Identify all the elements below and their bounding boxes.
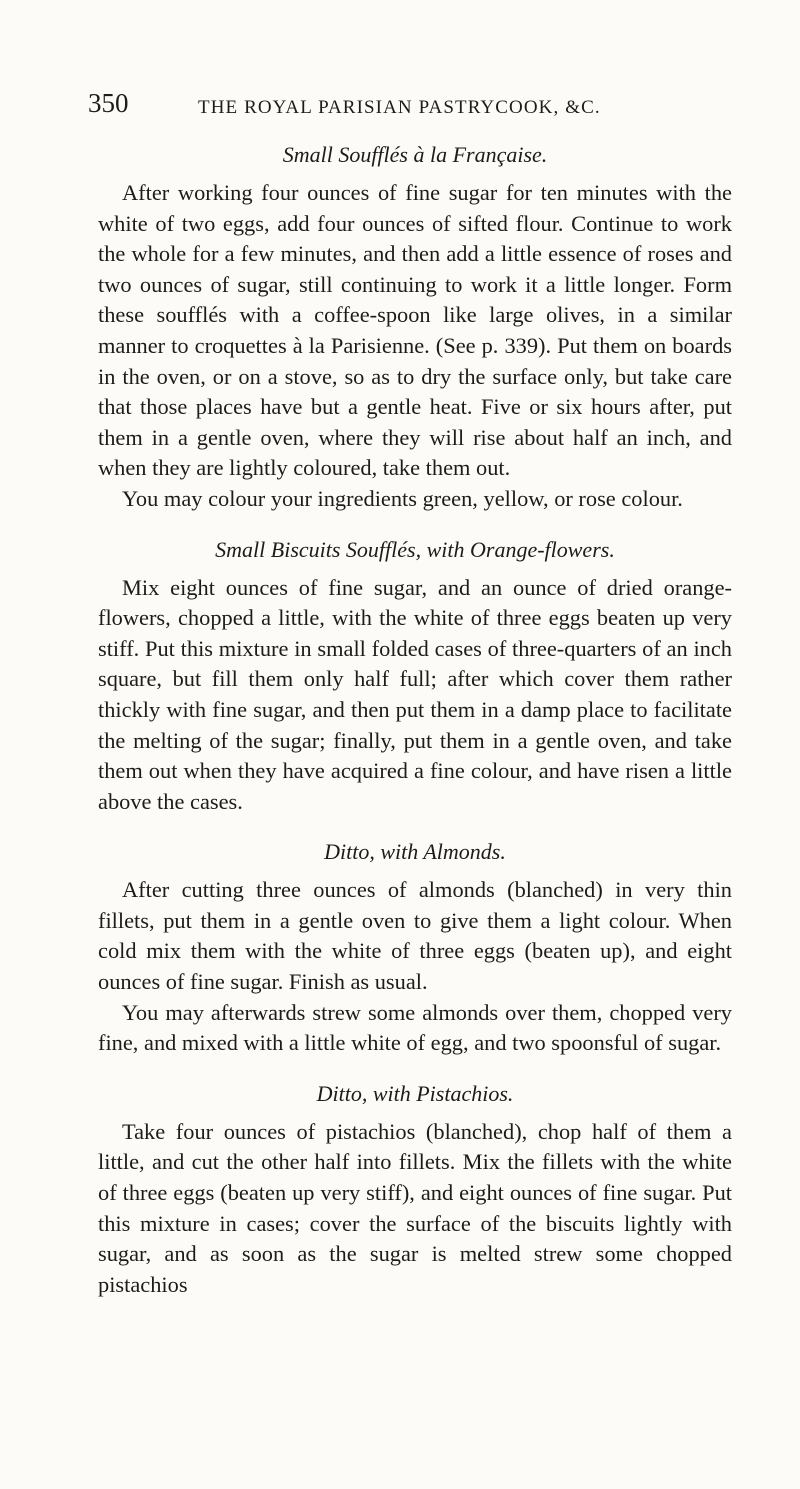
- running-title: THE ROYAL PARISIAN PASTRYCOOK, &C.: [198, 97, 601, 118]
- running-head: [88, 88, 732, 140]
- section-gap: [98, 515, 732, 535]
- paragraph: Mix eight ounces of fine sugar, and an ounce of dried orange-flowers, chopped a little, with the white of three eggs beaten up very stiff. Put this mixture in small folded cases of three-quarters of an inch square, but fill them only half full; after which cover them rather thickly with fine sugar, and then put them in a damp place to facilitate the melting of the sugar; finally, put them in a gentle oven, and take them out when they have acquired a fine colour, and have risen a little above the cases.: [98, 574, 732, 814]
- section-title-biscuits-orange-flowers: Small Biscuits Soufflés, with Orange-flowers.: [215, 536, 615, 562]
- paragraph: You may colour your ingredients green, yellow, or rose colour.: [122, 485, 683, 511]
- section-gap: [98, 817, 732, 837]
- paragraph: You may afterwards strew some almonds over them, chopped very fine, and mixed with a little white of egg, and two spoonsful of sugar.: [98, 999, 732, 1056]
- paragraph: Take four ounces of pistachios (blanched), chop half of them a little, and cut the other half into fillets. Mix the fillets with the white of three eggs (beaten up very stiff), and eight ounces of fine sugar. Put this mixture in cases; cover the surface of the biscuits lightly with sugar, and as soon as the sugar is melted strew some chopped pistachios: [98, 1118, 732, 1297]
- section-title-ditto-almonds: Ditto, with Almonds.: [324, 839, 506, 865]
- page-number: 350: [88, 88, 129, 118]
- section-title-ditto-pistachios: Ditto, with Pistachios.: [316, 1080, 514, 1106]
- section-title-souffles-francaise: Small Soufflés à la Française.: [282, 142, 548, 167]
- paragraph: After cutting three ounces of almonds (blanched) in very thin fillets, put them in a gentle oven to give them a light colour. When cold mix them with the white of three eggs (beaten up), and eight ounces of fine sugar. Finish as usual.: [98, 877, 732, 995]
- book-page: [0, 90, 800, 1489]
- paragraph: After working four ounces of fine sugar for ten minutes with the white of two eggs, add four ounces of sifted flour. Continue to work the whole for a few minutes, and then add a little essence of roses and two ounces of sugar, still continuing to work it a little longer. Form these soufflés with a coffee-spoon like large olives, in a similar manner to croquettes à la Parisienne. (See p. 339). Put them on boards in the oven, or on a stove, so as to dry the surface only, but take care that those places have but a gentle heat. Five or six hours after, put them in a gentle oven, where they will rise about half an inch, and when they are lightly coloured, take them out.: [98, 180, 732, 481]
- section-gap: [98, 1059, 732, 1079]
